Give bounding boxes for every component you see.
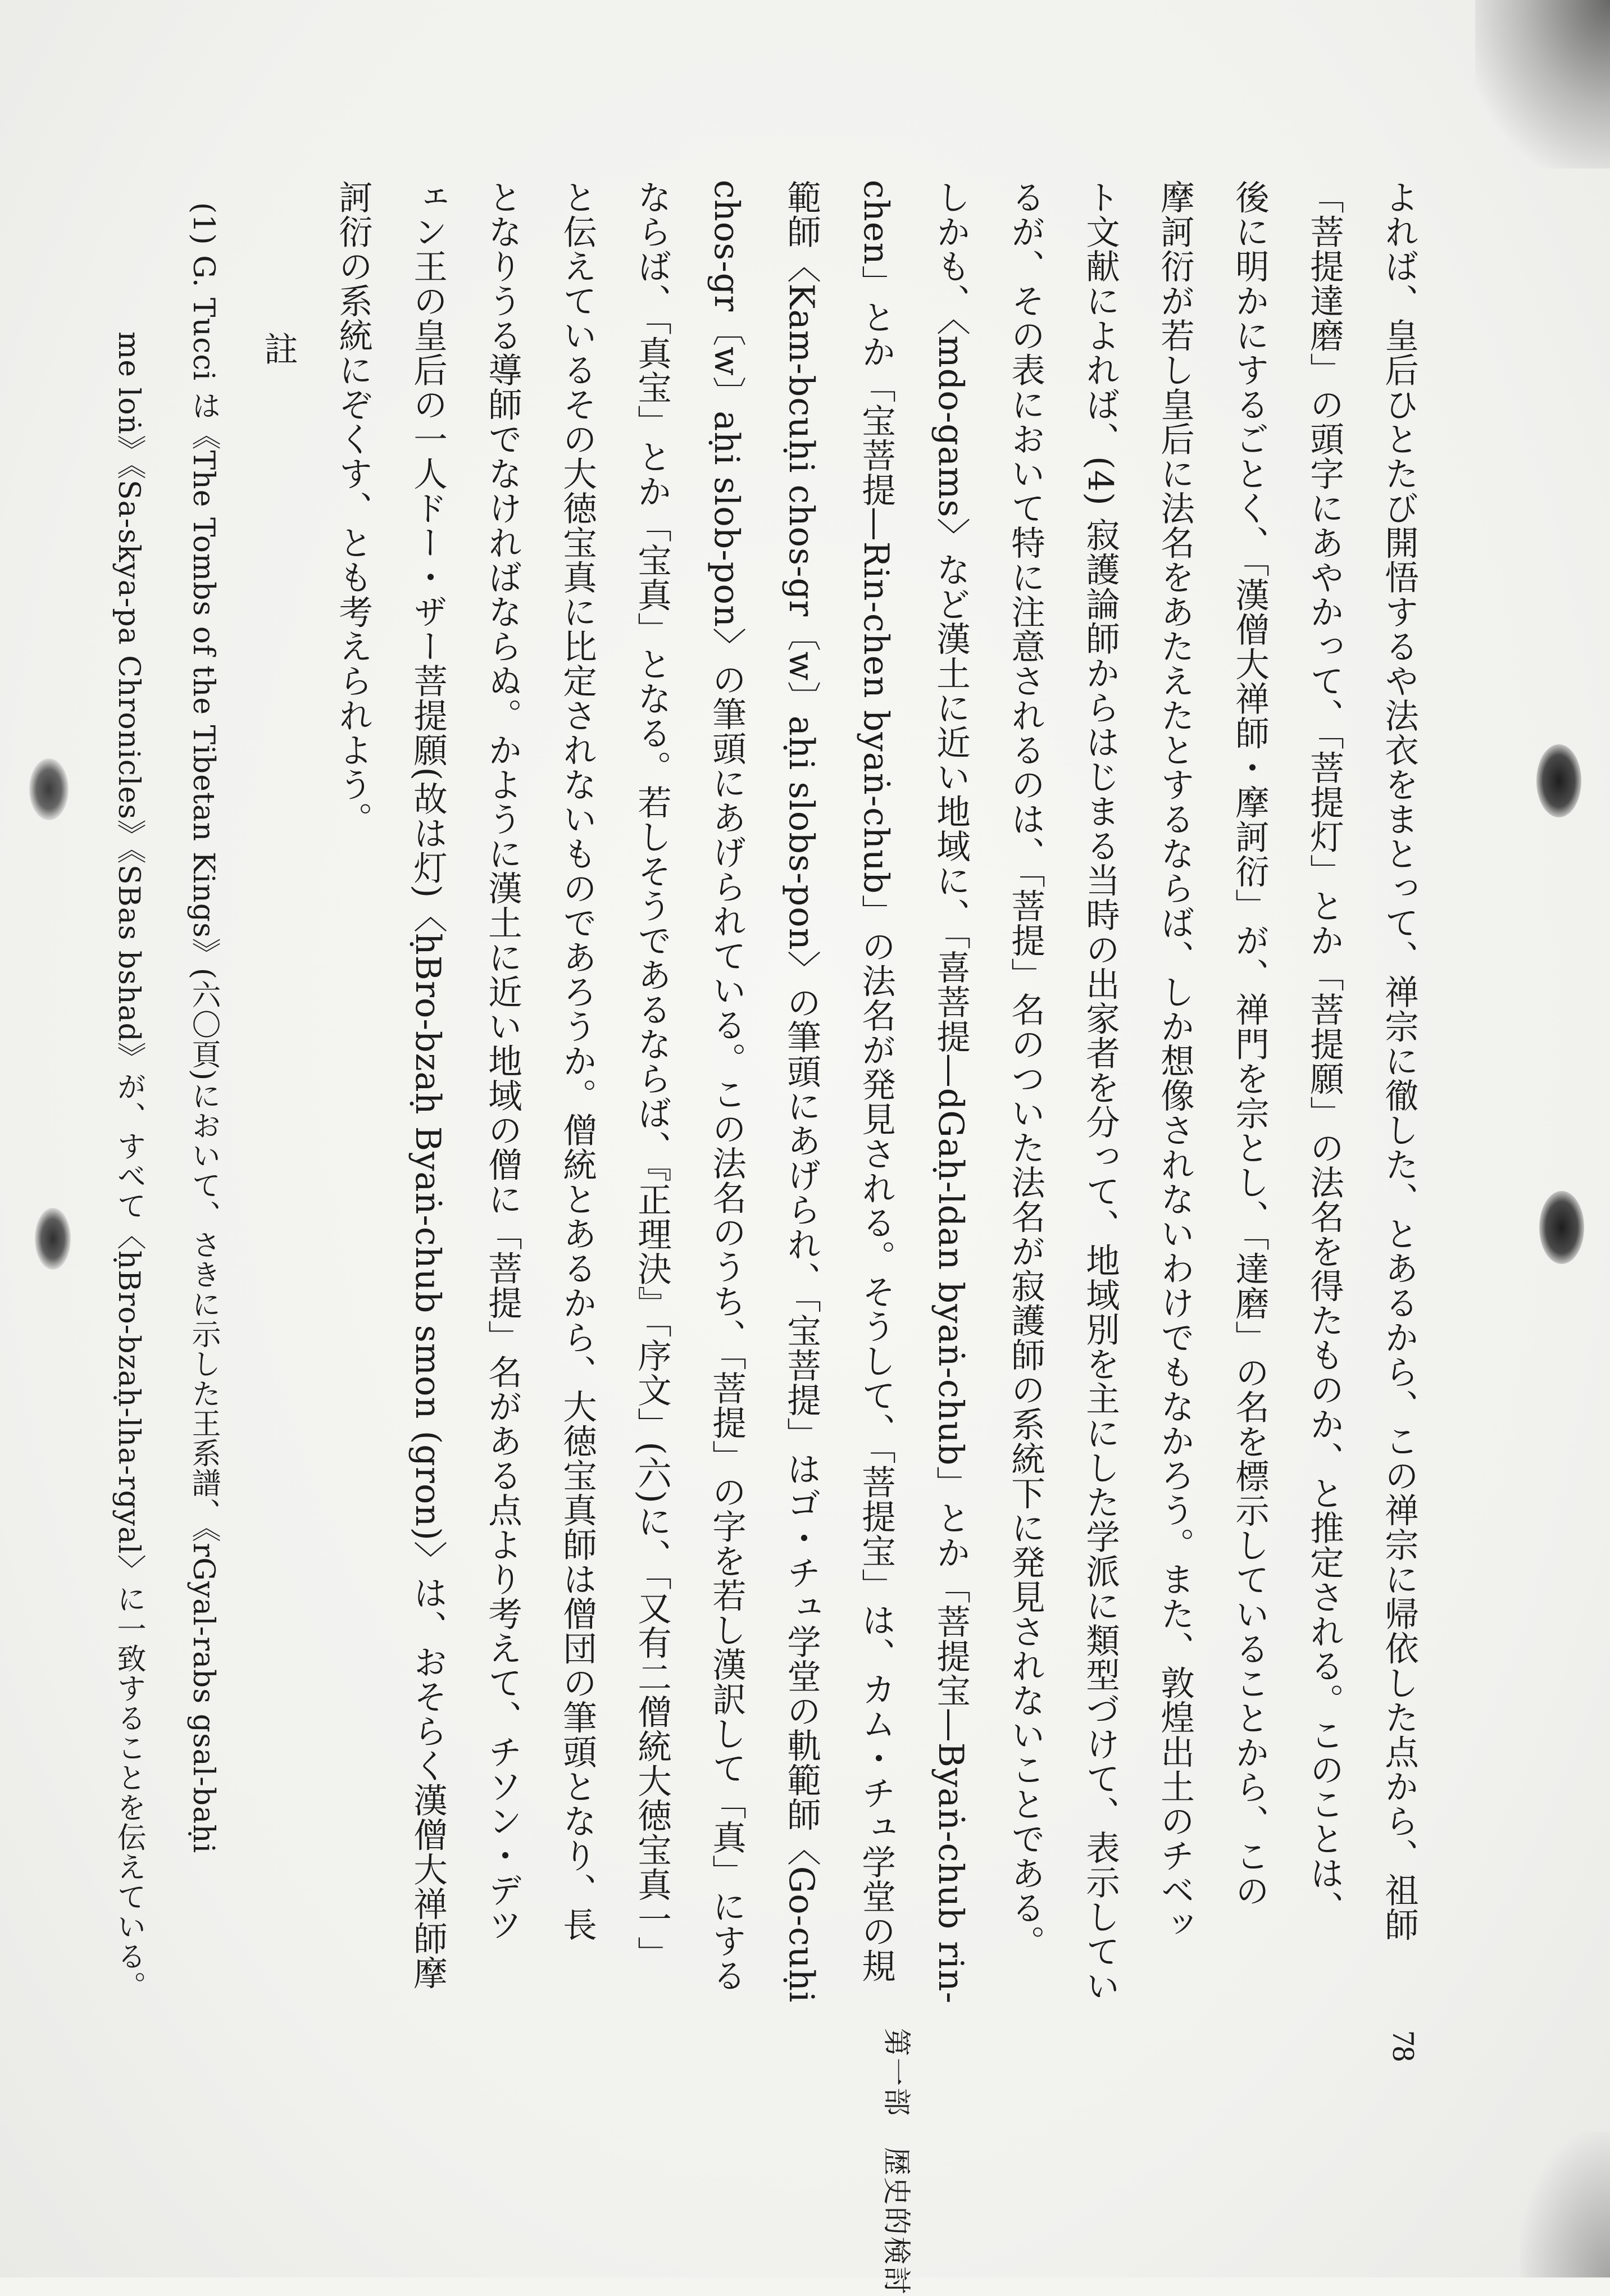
body-line: 範師〈Kam-bcuḥi chos-gr〔w〕aḥi slobs-pon〉の筆頭にあげられ、「宝菩提」はゴ・チュ学堂の軌範師〈Go-cuḥi: [781, 180, 821, 2003]
body-line: chen」とか「宝菩提—Rin-chen byaṅ-chub」の法名が発見される。そうして、「菩提宝」は、カム・チュ学堂の規: [856, 180, 895, 1983]
punch-hole-mark: [35, 1208, 71, 1270]
body-line: ト文献によれば、(4) 寂護論師からはじまる当時の出家者を分って、地域別を主にした学派に類型づけて、表示してい: [1080, 180, 1120, 2003]
scan-corner-shadow: [1475, 0, 1610, 169]
vertical-body-text: [91, 180, 1436, 2006]
body-line: 「菩提達磨」の頭字にあやかって、「菩提灯」とか「菩提願」の法名を得たものか、と推定される。このことは、: [1304, 180, 1344, 1925]
body-line: しかも、〈mdo-gams〉など漢土に近い地域に、「喜菩提—dGaḥ-ldan byaṅ-chub」とか「菩提宝—Byaṅ-chub rin-: [931, 180, 970, 2004]
body-line: よれば、皇后ひとたび開悟するや法衣をまとって、禅宗に徹した、とあるから、この禅宗に帰依した点から、祖師: [1379, 180, 1418, 1942]
page-footer: [880, 2028, 1425, 2296]
page-number: 78: [1386, 2030, 1421, 2062]
running-head: 第一部 歴史的検討: [880, 2028, 913, 2296]
body-line: るが、その表において特に注意されるのは、「菩提」名のついた法名が寂護師の系統下に発見されないことである。: [1006, 180, 1045, 1959]
footnote-line: me loṅ》《Sa-skya-pa Chronicles》《SBas bshad》が、すべて〈ḥBro-bzaḥ-lha-rgyal〉に一致することを伝えている。: [112, 331, 145, 2001]
punch-hole-mark: [1536, 744, 1581, 817]
body-line: chos-gr〔w〕aḥi slob-pon〉の筆頭にあげられている。この法名のうち、「菩提」の字を若し漢訳して「真」にする: [707, 180, 746, 1993]
footnote-line: (1) G. Tucci は《The Tombs of the Tibetan Kings》(六〇頁)において、さきに示した王系譜、《rGyal-rabs gsal-baḥi: [187, 202, 220, 1854]
body-line: ェン王の皇后の一人ドー・ザー菩提願(故は灯)〈ḥBro-bzaḥ Byaṅ-chub smon (gron)〉は、おそらく漢僧大禅師摩: [408, 180, 447, 1990]
body-line: ならば、「真宝」とか「宝真」となる。若しそうであるならば、『正理決』「序文」(六)に、「又有二僧統大徳宝真一」: [632, 180, 671, 1971]
punch-hole-mark: [29, 758, 69, 820]
body-line: 摩訶衍が若し皇后に法名をあたえたとするならば、しか想像されないわけでもなかろう。また、敦煌出土のチベッ: [1155, 180, 1194, 1942]
punch-hole-mark: [1539, 1191, 1584, 1264]
notes-heading: 註: [258, 331, 298, 366]
body-line: 訶衍の系統にぞくす、とも考えられよう。: [333, 180, 372, 836]
body-line: となりうる導師でなければならぬ。かように漢土に近い地域の僧に「菩提」名がある点より考えて、チソン・デツ: [483, 180, 522, 1942]
scan-corner-shadow-bottom: [1520, 2131, 1610, 2277]
body-line: 後に明かにするごとく、「漢僧大禅師・摩訶衍」が、禅門を宗とし、「達磨」の名を標示していることから、この: [1230, 180, 1269, 1908]
body-line: と伝えているその大徳宝真に比定されないものであろうか。僧統とあるから、大徳宝真師は僧団の筆頭となり、長: [557, 180, 597, 1942]
